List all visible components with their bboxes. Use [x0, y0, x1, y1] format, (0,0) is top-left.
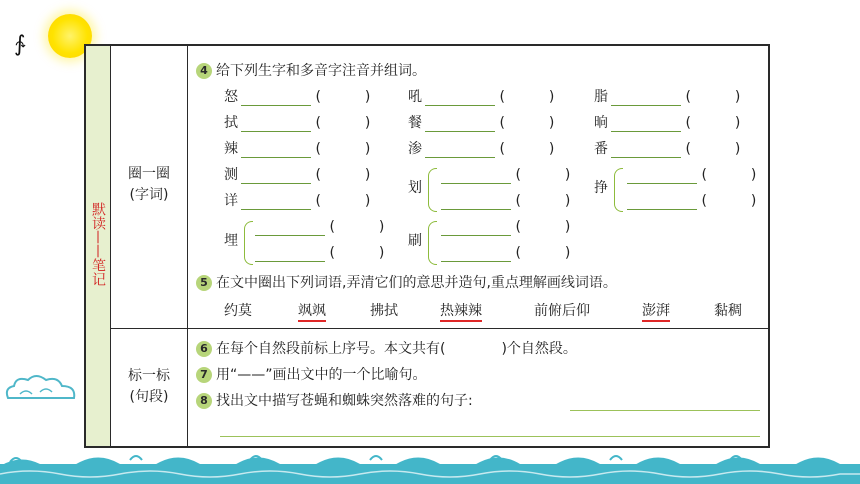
polyphone-char: 划: [408, 180, 422, 196]
nav-arrow-icon[interactable]: ∱: [14, 32, 26, 57]
question-6: 6 在每个自然段前标上序号。本文共有( )个自然段。: [196, 340, 577, 358]
question-number-badge: 8: [196, 393, 212, 409]
brace: [428, 221, 437, 265]
char-entry: 番 ( ): [594, 141, 741, 157]
brace: [614, 168, 623, 212]
vocab-word-underlined: 澎湃: [642, 300, 670, 320]
char-entry: 测 ( ): [224, 167, 371, 183]
question-7: 7 用“——”画出文中的一个比喻句。: [196, 366, 427, 384]
char-entry: 吼 ( ): [408, 89, 555, 105]
polyphone-char: 挣: [594, 180, 608, 196]
polyphone-line: ( ): [438, 192, 570, 210]
char-entry: 脂 ( ): [594, 89, 741, 105]
wave-decoration: [0, 452, 860, 484]
row-label-words: 圈一圈 (字词): [128, 166, 170, 203]
polyphone-line: ( ): [252, 244, 384, 262]
vocab-word: 黏稠: [714, 303, 742, 319]
row-label-sentences: 标一标 (句段): [128, 368, 170, 405]
polyphone-char: 刷: [408, 233, 422, 249]
answer-line[interactable]: [570, 410, 760, 411]
polyphone-line: ( ): [624, 192, 756, 210]
sidebar-tab-column: [86, 46, 111, 446]
question-4: 4 给下列生字和多音字注音并组词。: [196, 62, 426, 80]
polyphone-line: ( ): [438, 166, 570, 184]
char-entry: 渗 ( ): [408, 141, 555, 157]
question-8: 8 找出文中描写苍蝇和蜘蛛突然落难的句子:: [196, 392, 473, 410]
row-divider: [111, 328, 768, 329]
answer-line[interactable]: [220, 436, 760, 437]
polyphone-line: ( ): [252, 218, 384, 236]
question-number-badge: 4: [196, 63, 212, 79]
sidebar-tab-label: 默读——笔记: [90, 202, 106, 286]
question-number-badge: 6: [196, 341, 212, 357]
polyphone-line: ( ): [624, 166, 756, 184]
polyphone-line: ( ): [438, 244, 570, 262]
polyphone-char: 埋: [224, 233, 238, 249]
worksheet-card: [84, 44, 770, 448]
vocab-word: 前俯后仰: [534, 303, 590, 319]
vocab-word-underlined: 热辣辣: [440, 300, 482, 320]
cloud-decoration: [2, 372, 80, 408]
polyphone-line: ( ): [438, 218, 570, 236]
char-entry: 拭 ( ): [224, 115, 371, 131]
vocab-word: 拂拭: [370, 303, 398, 319]
char-entry: 详 ( ): [224, 193, 371, 209]
char-entry: 晌 ( ): [594, 115, 741, 131]
vocab-word-underlined: 飒飒: [298, 300, 326, 320]
char-entry: 餐 ( ): [408, 115, 555, 131]
brace: [428, 168, 437, 212]
question-5: 5 在文中圈出下列词语,弄清它们的意思并造句,重点理解画线词语。: [196, 274, 617, 292]
char-entry: 辣 ( ): [224, 141, 371, 157]
question-number-badge: 7: [196, 367, 212, 383]
vocab-word: 约莫: [224, 303, 252, 319]
question-number-badge: 5: [196, 275, 212, 291]
char-entry: 怒 ( ): [224, 89, 371, 105]
